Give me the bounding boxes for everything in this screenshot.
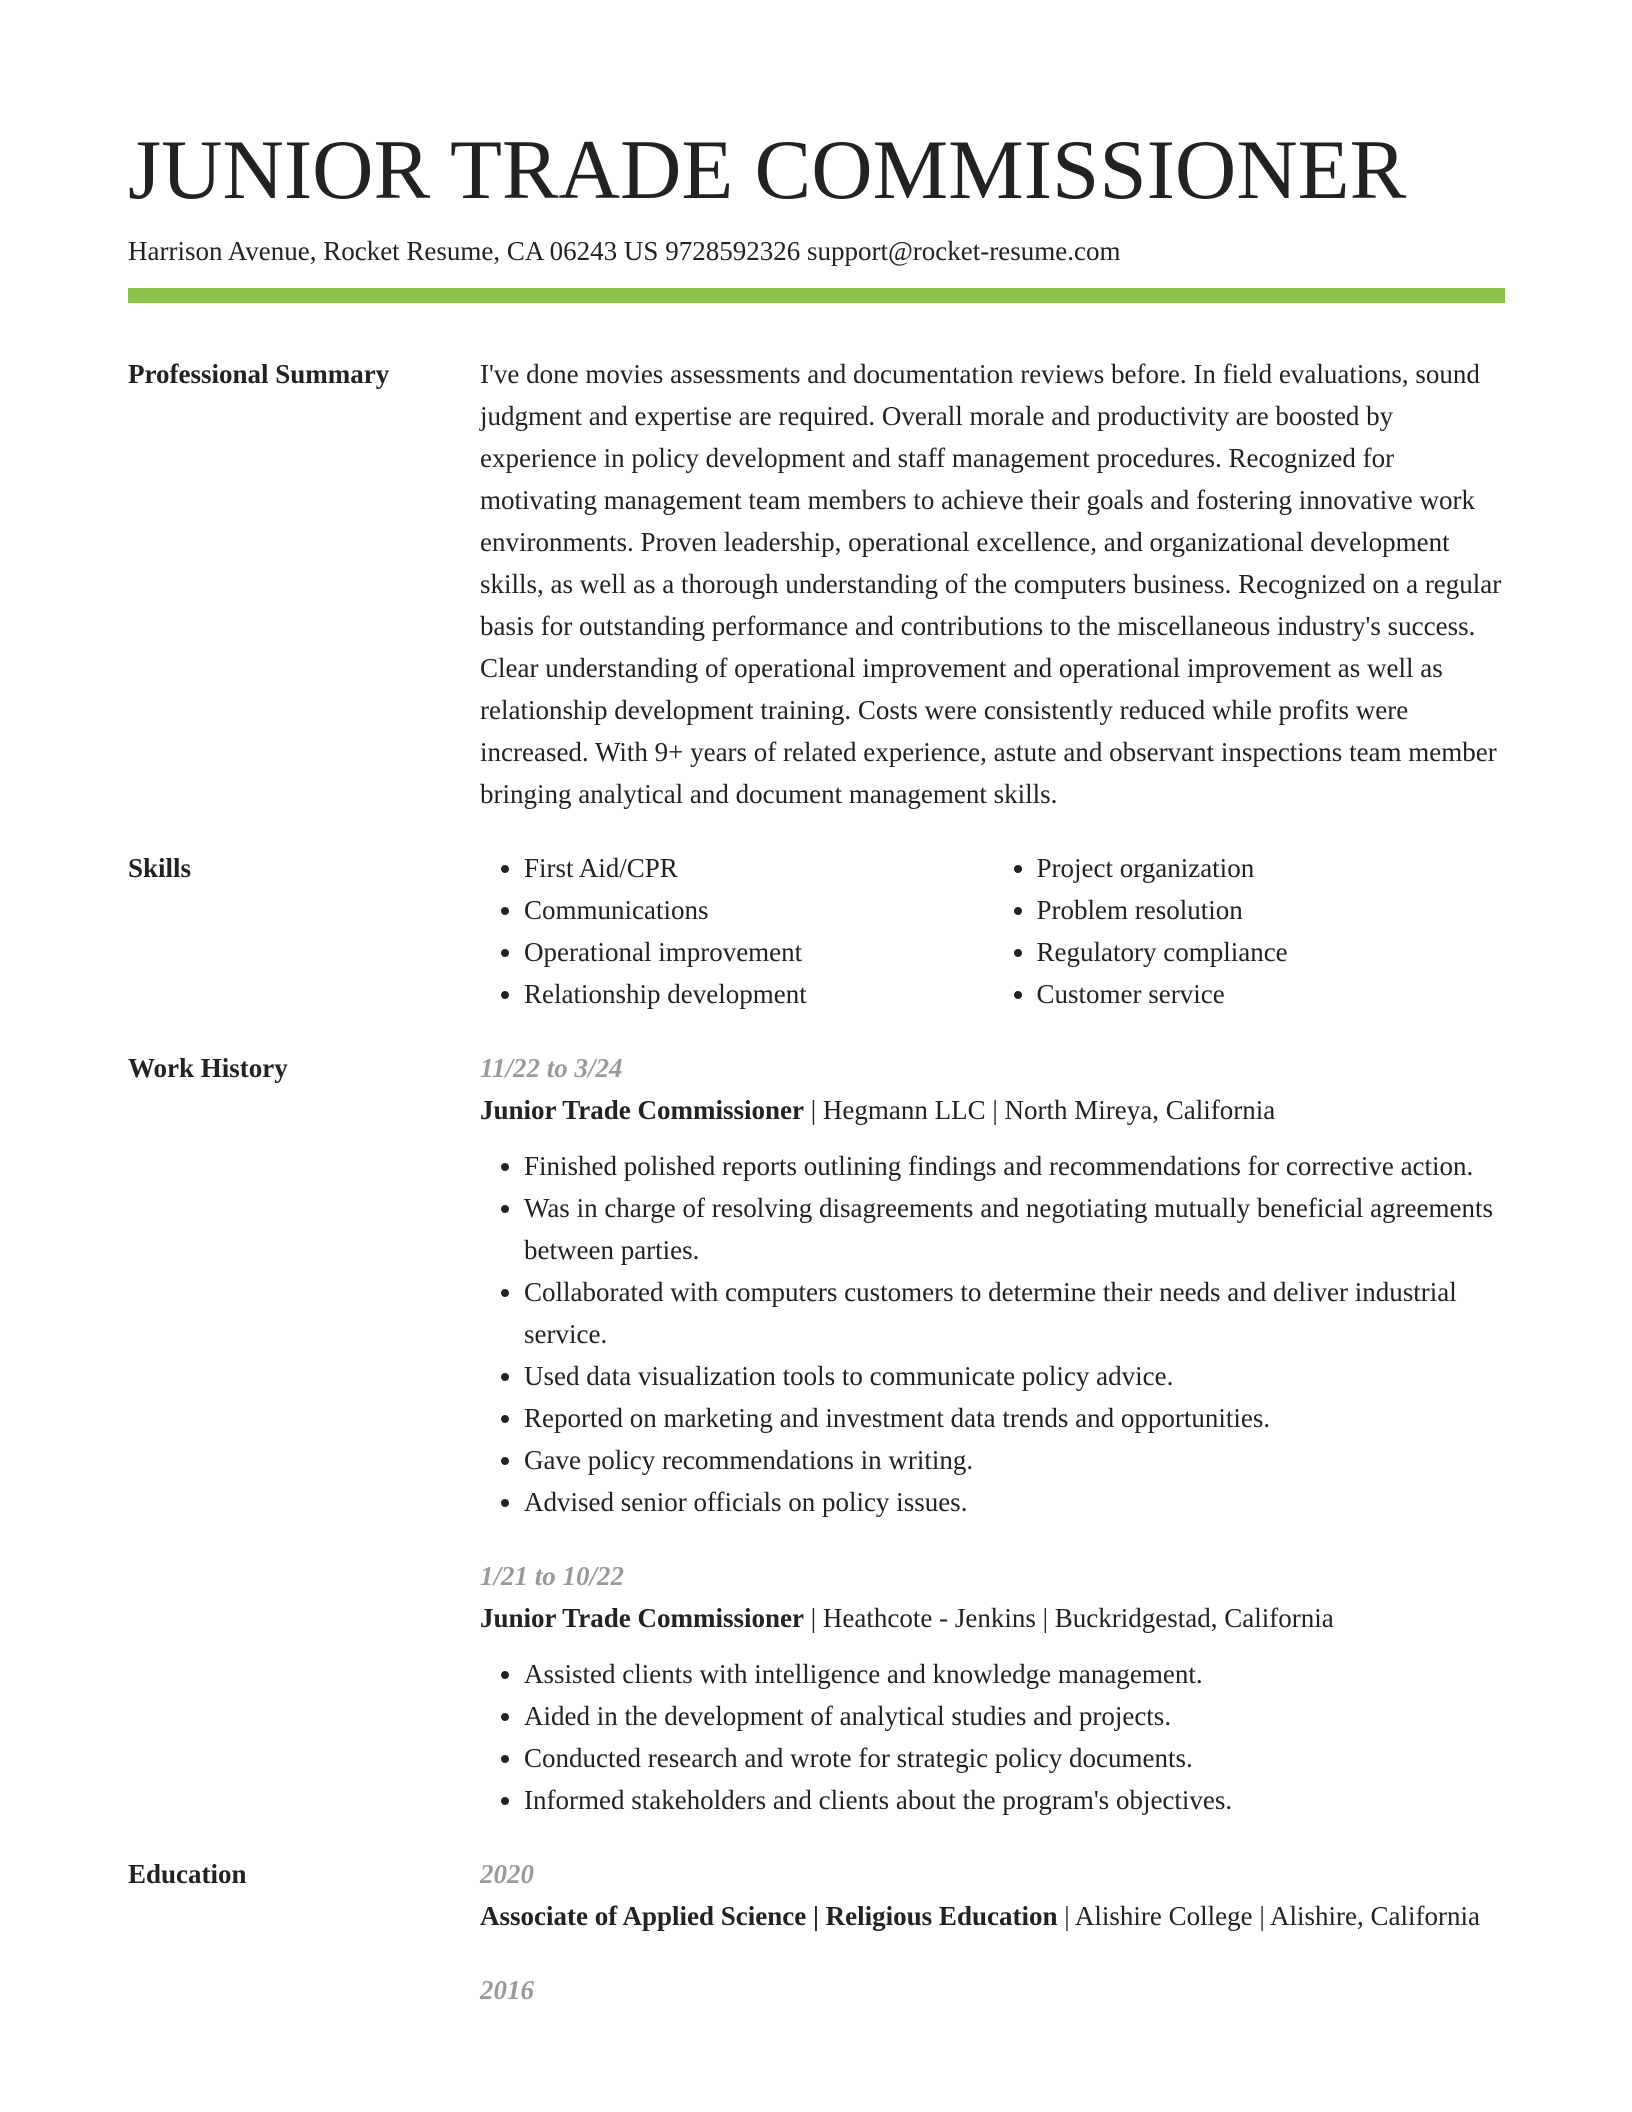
job-details: | Hegmann LLC | North Mireya, California (804, 1095, 1276, 1125)
education-degree: Associate of Applied Science | Religious Education (480, 1901, 1058, 1931)
job-bullet: • Assisted clients with intelligence and knowledge management. (524, 1653, 1505, 1695)
skill-item: • Operational improvement (524, 931, 993, 973)
work-history-label: Work History (128, 1053, 288, 1083)
contact-line: Harrison Avenue, Rocket Resume, CA 06243 US 9728592326 support@rocket-resume.com (128, 236, 1121, 266)
education-heading (480, 1895, 1505, 1937)
job-entry (480, 1047, 1505, 1523)
job-bullet: • Gave policy recommendations in writing. (524, 1439, 1505, 1481)
job-heading (480, 1597, 1505, 1639)
resume-page (128, 120, 1505, 2011)
summary-text: I've done movies assessments and documentation reviews before. In field evaluations, sound judgment and expertise are required. Overall morale and productivity are boosted by experience in policy development and staff management procedures. Recognized for motivating management team members to achieve their goals and fostering innovative work environments. Proven leadership, operational excellence, and organizational development skills, as well as a thorough understanding of the computers business. Recognized on a regular basis for outstanding performance and contributions to the miscellaneous industry's success. Clear understanding of operational improvement and operational improvement as well as relationship development training. Costs were consistently reduced while profits were increased. With 9+ years of related experience, astute and observant inspections team member bringing analytical and document management skills. (480, 359, 1502, 809)
education-entry (480, 1853, 1505, 1937)
job-details: | Heathcote - Jenkins | Buckridgestad, California (804, 1603, 1334, 1633)
education-details: | Alishire College | Alishire, California (1057, 1901, 1480, 1931)
skills-grid (480, 847, 1505, 1015)
skill-item: • Regulatory compliance (1037, 931, 1506, 973)
job-bullet: • Advised senior officials on policy issues. (524, 1481, 1505, 1523)
education-year: 2020 (480, 1859, 534, 1889)
header-divider (128, 288, 1505, 303)
job-entry (480, 1555, 1505, 1821)
skill-item: • Problem resolution (1037, 889, 1506, 931)
job-bullet: • Finished polished reports outlining findings and recommendations for corrective action. (524, 1145, 1505, 1187)
skill-item: • Relationship development (524, 973, 993, 1015)
skill-item: • Communications (524, 889, 993, 931)
education-entry (480, 1969, 1505, 2011)
job-bullet: • Aided in the development of analytical studies and projects. (524, 1695, 1505, 1737)
job-bullets (480, 1653, 1505, 1821)
education-label: Education (128, 1859, 247, 1889)
job-bullet: • Informed stakeholders and clients about the program's objectives. (524, 1779, 1505, 1821)
resume-name: JUNIOR TRADE COMMISSIONER (128, 123, 1407, 217)
job-bullet: • Was in charge of resolving disagreements and negotiating mutually beneficial agreements between parties. (524, 1187, 1505, 1271)
skill-item: • Customer service (1037, 973, 1506, 1015)
summary-label: Professional Summary (128, 359, 390, 389)
skills-section (128, 847, 1505, 1015)
job-dates: 1/21 to 10/22 (480, 1561, 625, 1591)
work-history-section (128, 1047, 1505, 1821)
job-bullet: • Used data visualization tools to communicate policy advice. (524, 1355, 1505, 1397)
skills-label: Skills (128, 853, 192, 883)
job-title: Junior Trade Commissioner (480, 1095, 805, 1125)
skill-item: • Project organization (1037, 847, 1506, 889)
skills-column-right (993, 847, 1506, 1015)
education-year: 2016 (480, 1975, 534, 2005)
job-bullet: • Reported on marketing and investment data trends and opportunities. (524, 1397, 1505, 1439)
job-bullet: • Collaborated with computers customers to determine their needs and deliver industrial service. (524, 1271, 1505, 1355)
education-section (128, 1853, 1505, 2011)
skills-column-left (480, 847, 993, 1015)
job-bullets (480, 1145, 1505, 1523)
job-title: Junior Trade Commissioner (480, 1603, 805, 1633)
job-dates: 11/22 to 3/24 (480, 1053, 623, 1083)
job-bullet: • Conducted research and wrote for strategic policy documents. (524, 1737, 1505, 1779)
job-heading (480, 1089, 1505, 1131)
summary-section (128, 353, 1505, 815)
skill-item: • First Aid/CPR (524, 847, 993, 889)
